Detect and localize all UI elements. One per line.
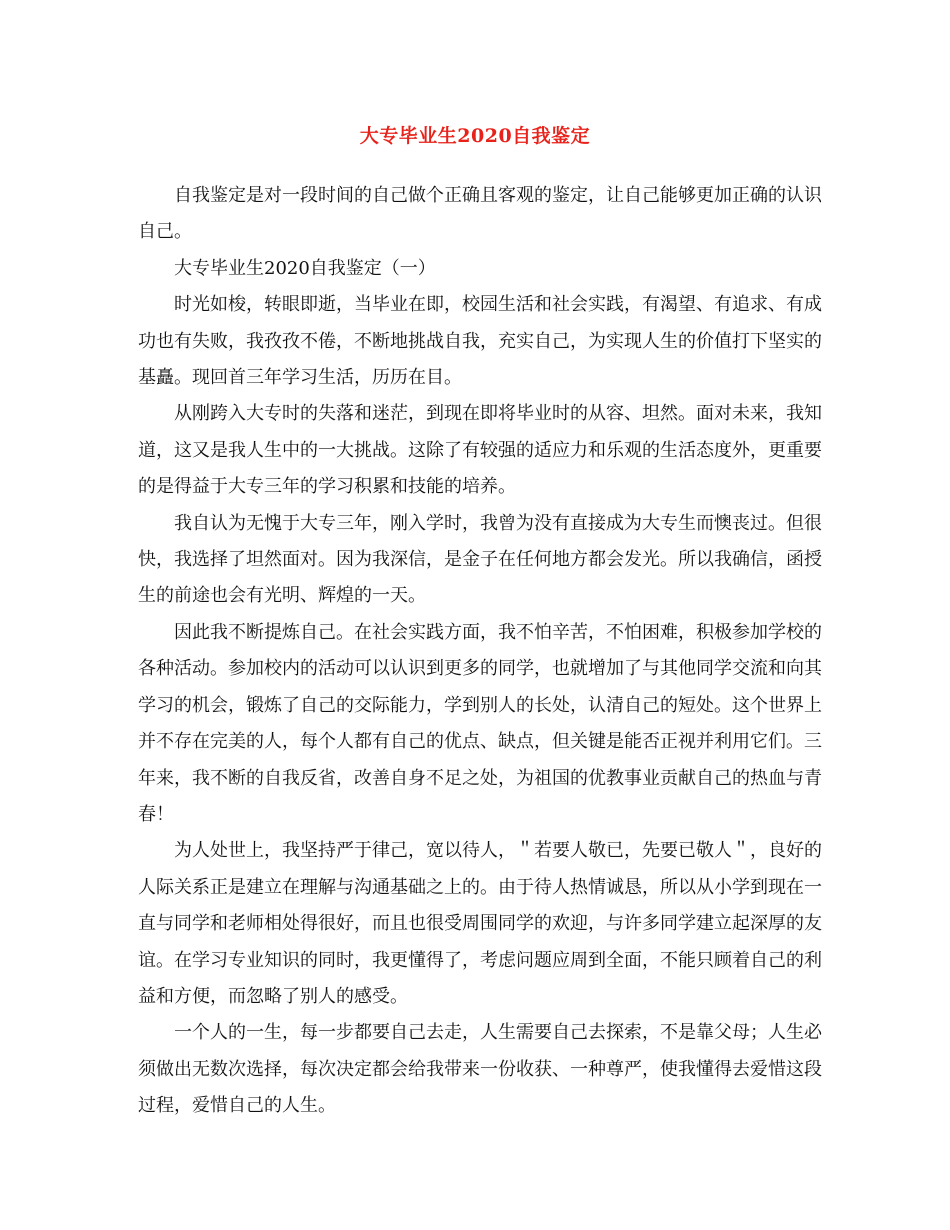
paragraph: 一个人的一生，每一步都要自己去走，人生需要自己去探索，不是靠父母；人生必须做出无数次选择，每次决定都会给我带来一份收获、一种尊严，使我懂得去爱惜这段过程，爱惜自己的人生。 bbox=[138, 1022, 822, 1117]
section-heading: 大专毕业生2020自我鉴定（一） bbox=[174, 257, 436, 279]
paragraph-intro: 自我鉴定是对一段时间的自己做个正确且客观的鉴定，让自己能够更加正确的认识自己。 bbox=[138, 185, 822, 243]
paragraph: 为人处世上，我坚持严于律己，宽以待人，＂若要人敬已，先要已敬人＂，良好的人际关系正是建立在理解与沟通基础之上的。由于待人热情诚恳，所以从小学到现在一直与同学和老师相处得很好，而且也很受周围同学的欢迎，与许多同学建立起深厚的友谊。在学习专业知识的同时，我更懂得了，考虑问题应周到全面，不能只顾着自己的利益和方便，而忽略了别人的感受。 bbox=[138, 840, 822, 1007]
paragraph: 时光如梭，转眼即逝，当毕业在即，校园生活和社会实践，有渴望、有追求、有成功也有失败，我孜孜不倦，不断地挑战自我，充实自己，为实现人生的价值打下坚实的基矗。现回首三年学习生活，历历在目。 bbox=[138, 294, 822, 389]
document-body bbox=[138, 178, 822, 1125]
paragraph: 从刚跨入大专时的失落和迷茫，到现在即将毕业时的从容、坦然。面对未来，我知道，这又是我人生中的一大挑战。这除了有较强的适应力和乐观的生活态度外，更重要的是得益于大专三年的学习积累和技能的培养。 bbox=[138, 403, 822, 498]
paragraph: 我自认为无愧于大专三年，刚入学时，我曾为没有直接成为大专生而懊丧过。但很快，我选择了坦然面对。因为我深信，是金子在任何地方都会发光。所以我确信，函授生的前途也会有光明、辉煌的一天。 bbox=[138, 512, 822, 607]
document-title: 大专毕业生2020自我鉴定 bbox=[359, 125, 591, 147]
paragraph: 因此我不断提炼自己。在社会实践方面，我不怕辛苦，不怕困难，积极参加学校的各种活动。参加校内的活动可以认识到更多的同学，也就增加了与其他同学交流和向其学习的机会，锻炼了自己的交际能力，学到别人的长处，认清自己的短处。这个世界上并不存在完美的人，每个人都有自己的优点、缺点，但关键是能否正视并利用它们。三年来，我不断的自我反省，改善自身不足之处，为祖国的优教事业贡献自己的热血与青春！ bbox=[138, 621, 822, 825]
